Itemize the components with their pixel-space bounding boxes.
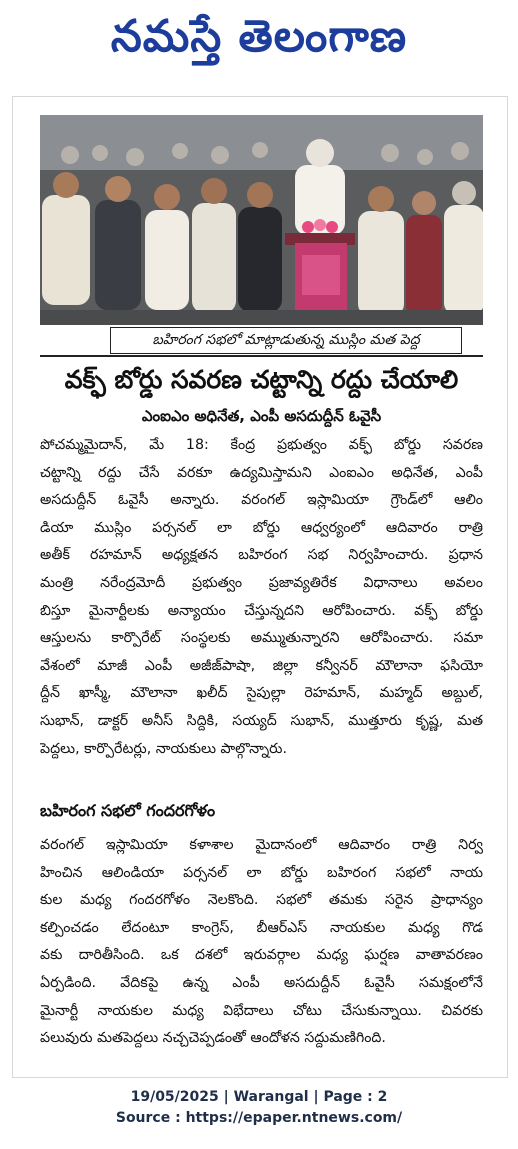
newspaper-masthead: నమస్తే తెలంగాణ (110, 11, 408, 62)
divider (40, 355, 483, 357)
text-line: కుల మధ్య గందరగోళం నెలకొంది. సభలో తమకు సరైన ప్రాధాన్యం (40, 892, 483, 909)
footer-date-edition: 19/05/2025 | Warangal | Page : 2 (130, 1089, 388, 1105)
article-paragraph-2 (40, 832, 483, 1053)
text-line: హించిన ఆలిండియా పర్సనల్ లా బోర్డు బహిరంగ సభలో నాయ (40, 864, 483, 881)
text-line: మైనార్టీ నాయకుల మధ్య విభేదాలు చోటు చేసుకున్నాయి. చివరకు (40, 1002, 483, 1019)
text-line: అతీక్ రహమాన్ అధ్యక్షతన బహిరంగ సభ నిర్వహించారు. ప్రధాన (40, 547, 483, 564)
stage-photo-graphic (40, 115, 483, 325)
text-line: వరంగల్ ఇస్లామియా కళాశాల మైదానంలో ఆదివారం రాత్రి నిర్వ (40, 837, 483, 853)
news-photo (40, 115, 483, 325)
article-crosshead: బహిరంగ సభలో గందరగోళం (40, 801, 216, 820)
text-line: చట్టాన్ని రద్దు చేసే వరకూ ఉద్యమిస్తామని ఎంఐఎం అధినేత, ఎంపీ (40, 464, 483, 481)
text-line: వకు దారితీసింది. ఒక దశలో ఇరువర్గాల మధ్య ఘర్షణ వాతావరణం (40, 947, 483, 964)
article-subheadline: ఎంఐఎం అధినేత, ఎంపీ అసదుద్దీన్ ఓవైసీ (141, 407, 382, 425)
footer-source: Source : https://epaper.ntnews.com/ (115, 1110, 403, 1126)
text-line: కల్పించడం లేదంటూ కాంగ్రెస్, బీఆర్ఎస్ నాయకుల మధ్య గొడ (40, 919, 483, 936)
text-line: మంత్రి నరేంద్రమోదీ ప్రభుత్వం ప్రజావ్యతిరేక విధానాలు అవలం (40, 574, 483, 591)
text-line: పలువురు మతపెద్దలు నచ్చచెప్పడంతో ఆందోళన సద్దుమణిగింది. (40, 1030, 386, 1047)
text-line: ఆస్తులను కార్పొరేట్ సంస్థలకు అమ్ముతున్నారని ఆరోపించారు. సమా (40, 630, 483, 647)
article-paragraph-1 (40, 432, 483, 763)
text-line: బిస్తూ మైనార్టీలకు అన్యాయం చేస్తున్నదని ఆరోపించారు. వక్ఫ్ బోర్డు (40, 602, 483, 619)
text-line: అసదుద్దీన్ ఓవైసీ అన్నారు. వరంగల్ ఇస్లామియా గ్రౌండ్‌లో ఆలిం (40, 492, 483, 509)
text-line: పెద్దలు, కార్పొరేటర్లు, నాయకులు పాల్గొన్నారు. (40, 740, 287, 757)
photo-caption: బహిరంగ సభలో మాట్లాడుతున్న ముస్లిం మత పెద్ద (110, 327, 462, 354)
text-line: ఏర్పడింది. వేదికపై ఉన్న ఎంపీ అసదుద్దీన్ ఓవైసీ సమక్షంలోనే (40, 974, 483, 991)
text-line: వేశంలో మాజీ ఎంపీ అజీజ్‌పాషా, జిల్లా కన్వీనర్ మౌలానా ఫసియో (40, 657, 483, 674)
text-line: ద్దీన్ ఖాస్మీ, మౌలానా ఖలీద్ సైపుల్లా రెహమాన్, మహ్మద్ అబ్దుల్, (40, 685, 483, 702)
text-line: సుభాన్, డాక్టర్ అనీస్ సిద్దికి, సయ్యద్ సుభాన్, ముత్తూరు కృష్ణ, మత (40, 712, 483, 729)
text-line: డియా ముస్లిం పర్సనల్ లా బోర్డు ఆధ్వర్యంలో ఆదివారం రాత్రి (40, 519, 483, 536)
article-headline: వక్ఫ్ బోర్డు సవరణ చట్టాన్ని రద్దు చేయాలి (64, 365, 459, 394)
text-line: పోచమ్మమైదాన్, మే 18: కేంద్ర ప్రభుత్వం వక్ఫ్ బోర్డు సవరణ (40, 437, 483, 453)
